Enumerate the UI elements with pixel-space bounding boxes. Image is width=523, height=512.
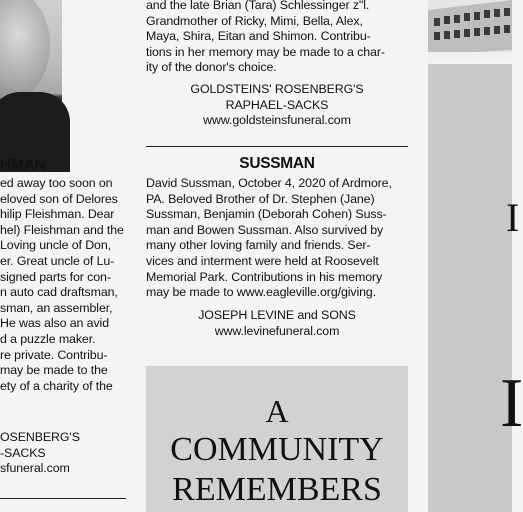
obit-line: PA. Beloved Brother of Dr. Stephen (Jane): [146, 191, 375, 206]
left-obit-body: [0, 176, 128, 394]
obit-line: Loving uncle of Don,: [0, 238, 111, 253]
sussman-funeral-home: [146, 308, 408, 339]
community-remembers-box: [146, 366, 408, 512]
left-obit-heading: HMAN: [0, 157, 46, 174]
top-funeral-home: [146, 82, 408, 129]
funeral-line: JOSEPH LEVINE and SONS: [198, 308, 356, 322]
obit-line: ity of the donor's choice.: [146, 60, 277, 75]
top-obit-body: [146, 0, 408, 76]
sussman-obit-body: [146, 176, 408, 301]
left-column-rule: [0, 498, 126, 499]
obit-line: er. Great uncle of Lu-: [0, 253, 115, 268]
obit-line: He was also an avid: [0, 316, 109, 331]
obit-line: many other loving family and friends. Ser-: [146, 238, 371, 253]
middle-column-rule: [146, 146, 408, 147]
photo-face: [0, 0, 50, 100]
obit-line: Memorial Park. Contributions in his memory: [146, 269, 383, 284]
ad-line-3: REMEMBERS: [172, 471, 382, 508]
obit-line: and the late Brian (Tara) Schlessinger z"l.: [146, 0, 370, 12]
obit-line: Grandmother of Ricky, Mimi, Bella, Alex,: [146, 13, 363, 28]
ad-line-1: A: [265, 393, 289, 429]
funeral-line: OSENBERG'S: [0, 430, 80, 444]
obit-line: hel) Fleishman and the: [0, 222, 124, 237]
obit-line: sman, an assembler,: [0, 300, 113, 315]
right-grey-panel: [428, 64, 523, 512]
funeral-line: RAPHAEL-SACKS: [225, 97, 329, 112]
deceased-photo: [0, 0, 62, 156]
funeral-line: www.levinefuneral.com: [214, 323, 340, 338]
obit-line: tions in her memory may be made to a char-: [146, 44, 385, 59]
obit-line: hilip Fleishman. Dear: [0, 207, 115, 222]
obit-line: re private. Contribu-: [0, 347, 108, 362]
ad-line-2: COMMUNITY: [170, 431, 384, 468]
obit-line: David Sussman, October 4, 2020 of Ardmore,: [146, 176, 392, 190]
obit-line: Sussman, Benjamin (Deborah Cohen) Suss-: [146, 207, 387, 222]
obit-line: vices and interment were held at Roosevelt: [146, 253, 379, 268]
obit-line: signed parts for con-: [0, 269, 111, 284]
right-panel-glyph-1: I: [506, 195, 520, 240]
obit-line: eloved son of Delores: [0, 191, 118, 206]
building-photo: [428, 0, 512, 62]
obit-line: may be made to the: [0, 363, 108, 378]
funeral-line: -SACKS: [0, 445, 46, 460]
right-panel-glyph-2: I: [500, 365, 523, 442]
obit-line: n auto cad draftsman,: [0, 285, 118, 300]
funeral-line: GOLDSTEINS' ROSENBERG'S: [190, 82, 364, 96]
obit-line: Maya, Shira, Eitan and Shimon. Contribu-: [146, 29, 371, 44]
sussman-heading: SUSSMAN: [239, 155, 315, 172]
funeral-line: sfuneral.com: [0, 461, 70, 476]
obit-line: d a puzzle maker.: [0, 331, 96, 346]
obit-line: ety of a charity of the: [0, 378, 113, 393]
funeral-line: www.goldsteinsfuneral.com: [203, 113, 351, 128]
left-funeral-home: [0, 430, 128, 477]
obit-line: man and Bowen Sussman. Also survived by: [146, 222, 384, 237]
obit-line: may be made to www.eagleville.org/giving.: [146, 285, 377, 300]
obit-line: ed away too soon on: [0, 176, 113, 190]
building-illustration: [428, 0, 512, 62]
